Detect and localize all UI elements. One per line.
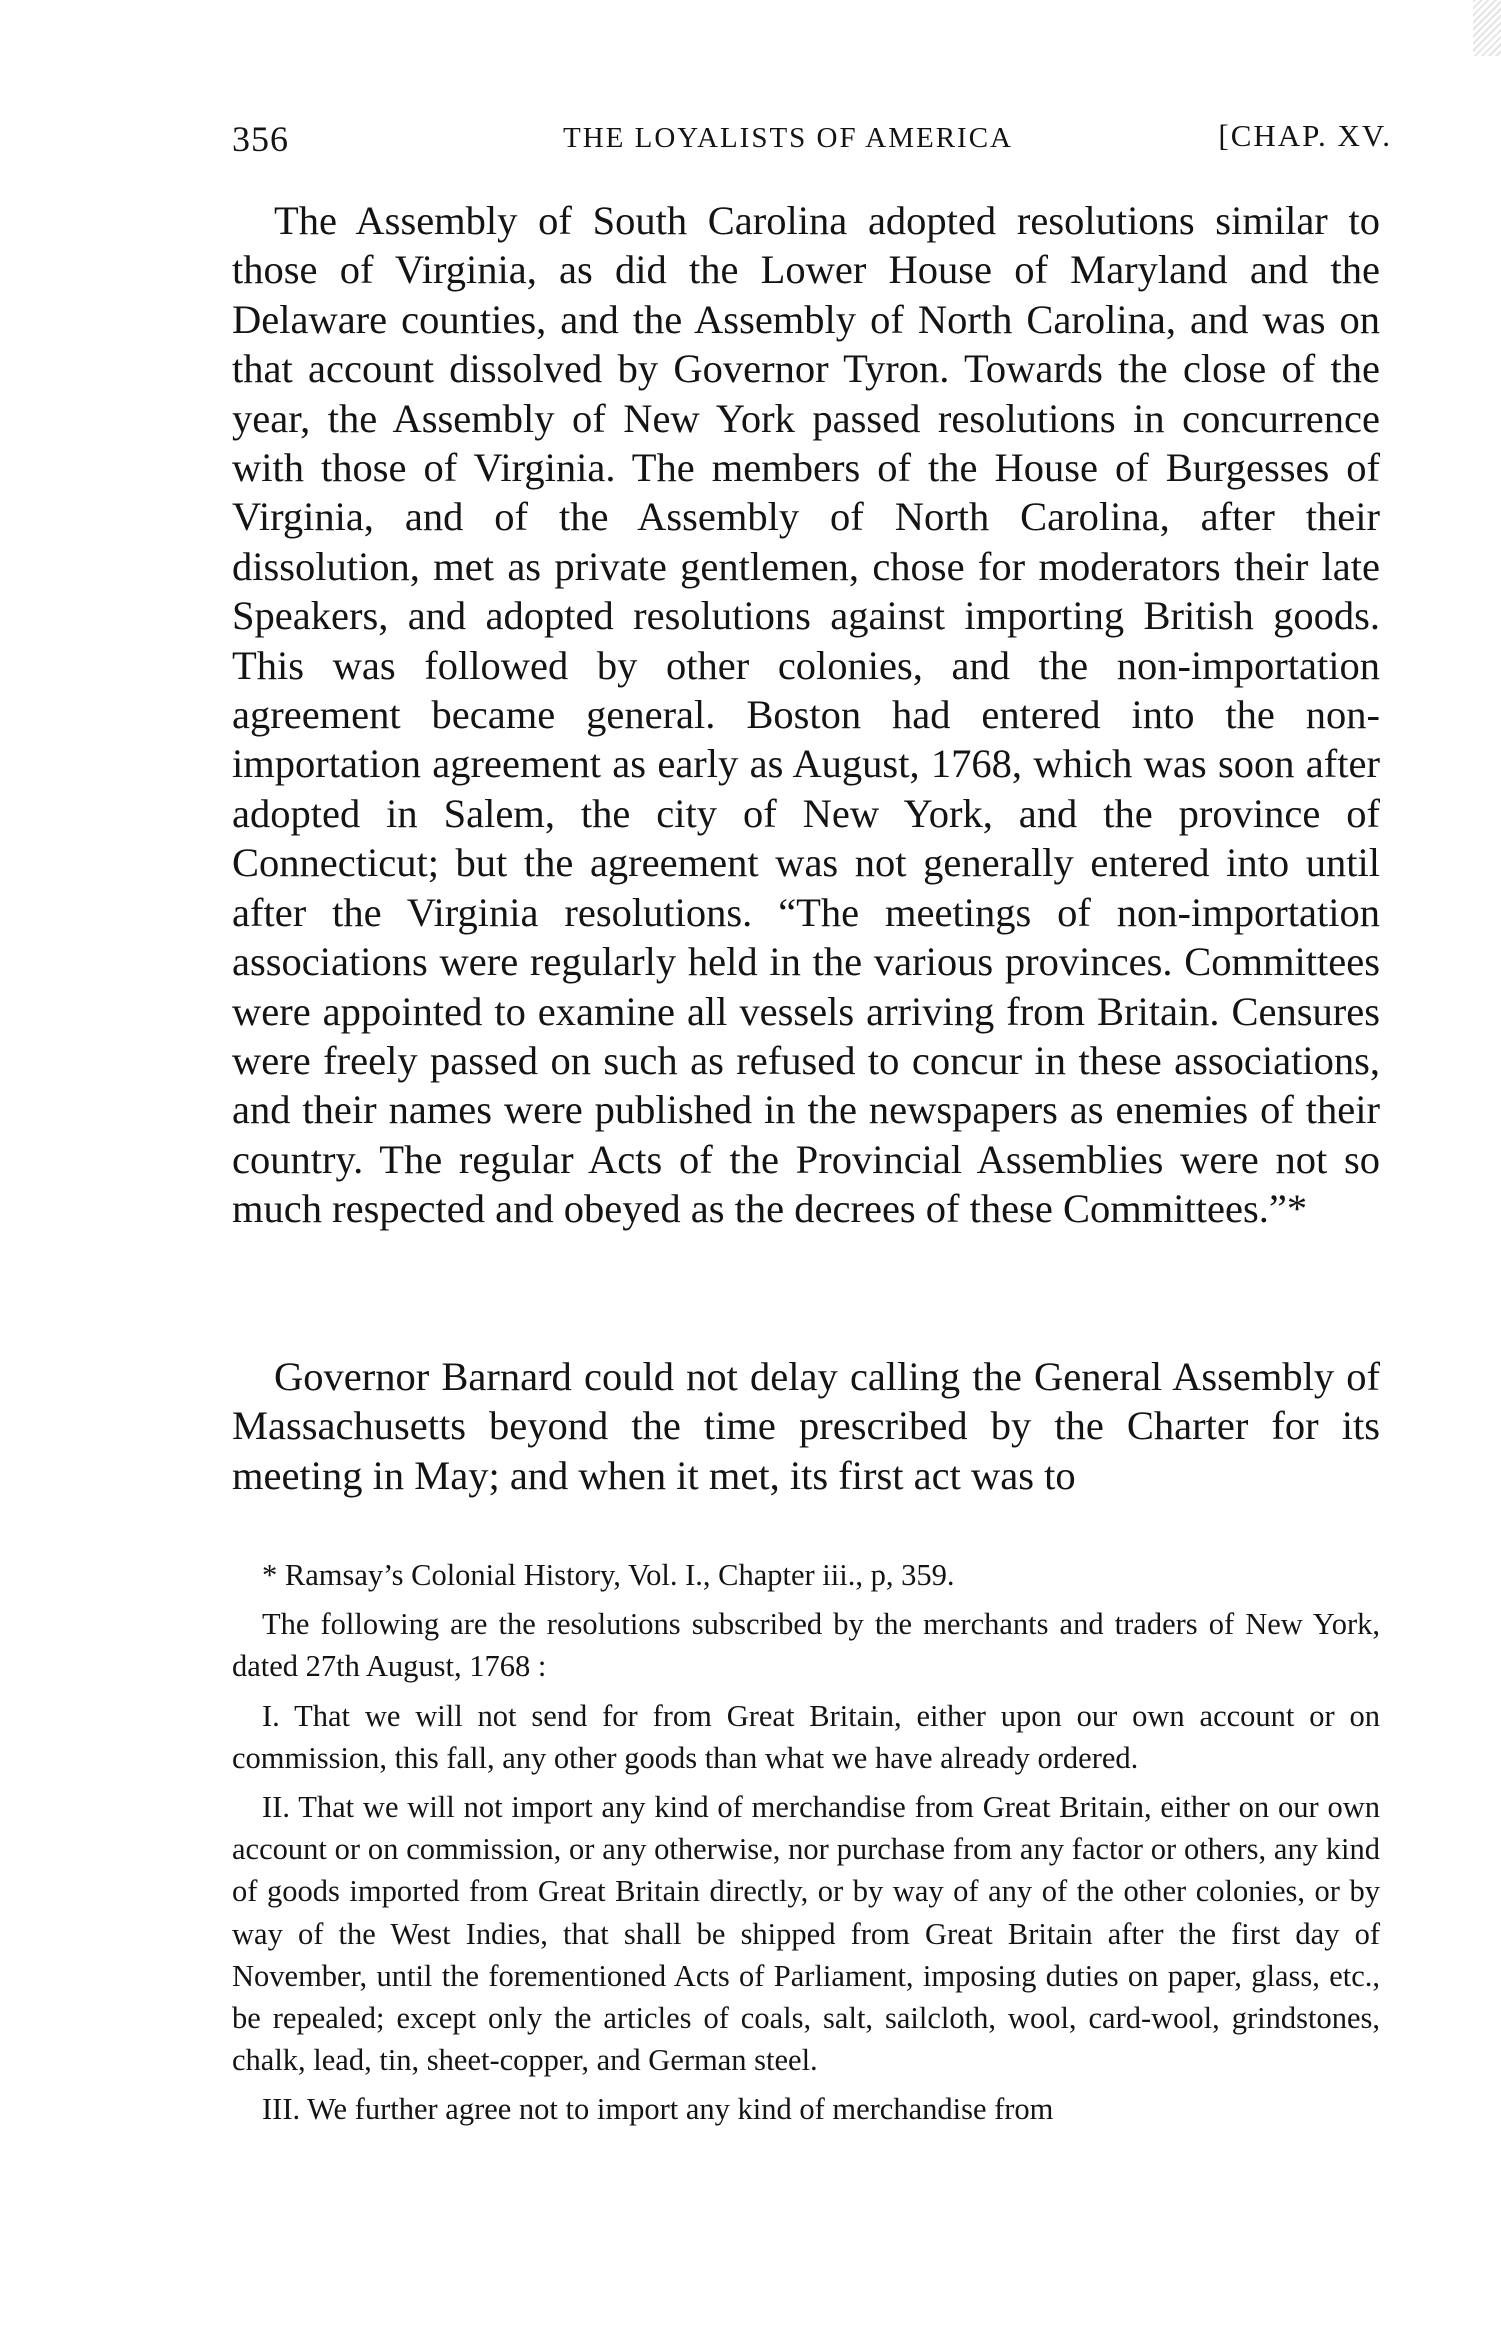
footnote-citation: * Ramsay’s Colonial History, Vol. I., Chapter iii., p, 359. xyxy=(262,1558,955,1592)
body-paragraph-1 xyxy=(232,196,1380,1234)
body-paragraph-2 xyxy=(232,1352,1380,1500)
chapter-label: [CHAP. XV. xyxy=(1218,118,1392,153)
footnote-intro: The following are the resolutions subscribed by the merchants and traders of New York, dated 27th August, 1768 : xyxy=(232,1607,1380,1684)
running-head xyxy=(232,118,1392,178)
footnote-resolution-3: III. We further agree not to import any kind of merchandise from xyxy=(262,2092,1054,2127)
footnote-resolution-1: I. That we will not send for from Great Britain, either upon our own account or on commission, this fall, any other goods than what we have already ordered. xyxy=(232,1698,1380,1775)
scan-corner-artifact xyxy=(1473,0,1501,56)
footnote-resolution-2: II. That we will not import any kind of merchandise from Great Britain, either on our own account or on commission, or any otherwise, nor purchase from any factor or others, any kind of goods imported from Great Britain directly, or by way of any of the other colonies, or by way of the West Indies, that shall be shipped from Great Britain after the first day of November, until the forementioned Acts of Parliament, imposing duties on paper, glass, etc., be repealed; except only the articles of coals, salt, sailcloth, wool, card-wool, grindstones, chalk, lead, tin, sheet-copper, and German steel. xyxy=(232,1790,1380,2078)
paragraph-text: The Assembly of South Carolina adopted resolutions similar to those of Virginia, as did the Lower House of Maryland and the Delaware counties, and the Assembly of North Carolina, and was on that account dissolved by Governor Tyron. Towards the close of the year, the Assembly of New York passed resolutions in concurrence with those of Virginia. The members of the House of Burgesses of Virginia, and of the Assembly of North Carolina, after their dissolution, met as private gentlemen, chose for moderators their late Speakers, and adopted resolutions against importing British goods. This was followed by other colonies, and the non-importation agreement became general. Boston had entered into the non-importation agreement as early as August, 1768, which was soon after adopted in Salem, the city of New York, and the province of Connecticut; but the agreement was not generally entered into until after the Virginia resolutions. “The meetings of non-importation associations were regularly held in the various provinces. Committees were appointed to examine all vessels arriving from Britain. Censures were freely passed on such as refused to concur in these associations, and their names were published in the newspapers as enemies of their country. The regular Acts of the Provincial Assemblies were not so much respected and obeyed as the decrees of these Committees.”* xyxy=(232,198,1380,1232)
page-number: 356 xyxy=(232,119,289,159)
paragraph-text: Governor Barnard could not delay calling the General Assembly of Massachusetts beyond the time prescribed by the Charter for its meeting in May; and when it met, its first act was to xyxy=(232,1354,1380,1498)
footnotes xyxy=(232,1554,1380,2138)
running-title: THE LOYALISTS OF AMERICA xyxy=(563,122,1013,154)
